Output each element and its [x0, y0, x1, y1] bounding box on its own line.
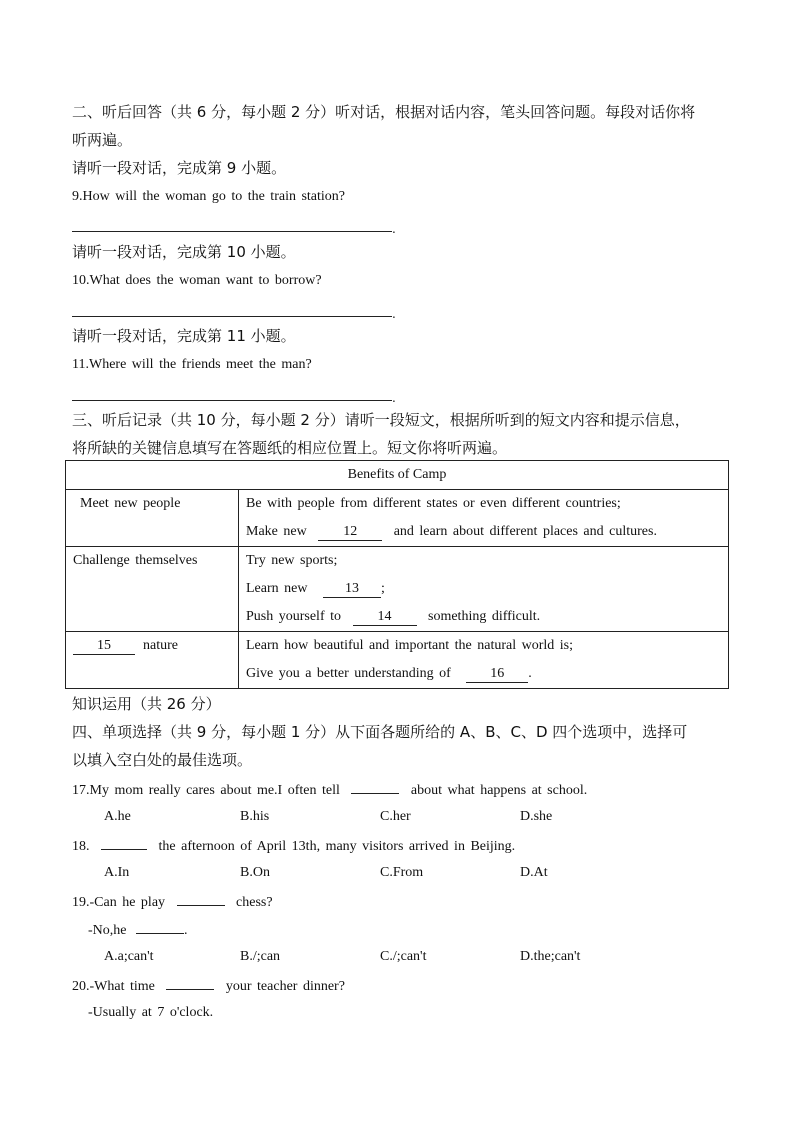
- q19-pre: 19.-Can he play: [72, 895, 166, 910]
- q11-answer-line[interactable]: [72, 400, 392, 401]
- row2-line2-pre: Learn new: [246, 581, 308, 596]
- section2-heading-line2: 听两遍。: [72, 131, 133, 149]
- row2-line1: Try new sports;: [246, 553, 338, 568]
- q17-options: [104, 807, 564, 827]
- q18-option-b[interactable]: B.On: [240, 865, 270, 880]
- row3-line2-pre: Give you a better understanding of: [246, 666, 451, 681]
- q19-blank[interactable]: [177, 891, 225, 906]
- row3-content-cell: [239, 632, 729, 689]
- section4-heading-line2: 以填入空白处的最佳选项。: [72, 751, 253, 769]
- row1-line2-post: and learn about different places and cultures.: [393, 524, 657, 539]
- blank-16[interactable]: 16: [466, 666, 528, 683]
- row2-line2-post: ;: [380, 581, 385, 596]
- q18-option-d[interactable]: D.At: [520, 865, 548, 880]
- q18-blank[interactable]: [101, 835, 147, 850]
- row3-line2: [246, 660, 728, 688]
- knowledge-heading: 知识运用（共 26 分）: [72, 695, 221, 713]
- q18-option-a[interactable]: A.In: [104, 865, 130, 880]
- row1-line2: [246, 518, 728, 546]
- q9-intro: 请听一段对话，完成第 9 小题。: [72, 159, 287, 177]
- q20-post: your teacher dinner?: [225, 979, 345, 994]
- q9-end-mark: .: [392, 222, 396, 236]
- q17-blank[interactable]: [351, 779, 399, 794]
- q10-end-mark: .: [392, 307, 396, 321]
- row3-label-line: [73, 632, 238, 660]
- q18-options: [104, 863, 564, 883]
- row2-line3-post: something difficult.: [428, 609, 541, 624]
- q18-question: [72, 835, 515, 857]
- section3-heading-line2: 将所缺的关键信息填写在答题纸的相应位置上。短文你将听两遍。: [72, 439, 508, 457]
- table-caption-cell: [66, 461, 729, 490]
- q19-reply: [88, 919, 188, 941]
- q19-option-c[interactable]: C./;can't: [380, 949, 427, 964]
- blank-12[interactable]: 12: [318, 524, 382, 541]
- blank-13[interactable]: 13: [323, 581, 381, 598]
- q11-end-mark: .: [392, 391, 396, 405]
- q10-answer-line[interactable]: [72, 316, 392, 317]
- row3-line1: Learn how beautiful and important the natural world is;: [246, 638, 574, 653]
- row2-line2: [246, 575, 728, 603]
- camp-benefits-table: [65, 460, 729, 689]
- q20-blank[interactable]: [166, 975, 214, 990]
- q18-option-c[interactable]: C.From: [380, 865, 424, 880]
- section4-heading-line1: 四、单项选择（共 9 分，每小题 1 分）从下面各题所给的 A、B、C、D 四个选项中，选择可: [72, 723, 688, 741]
- q11-question: 11.Where will the friends meet the man?: [72, 357, 312, 372]
- q10-intro: 请听一段对话，完成第 10 小题。: [72, 243, 296, 261]
- q9-answer-line[interactable]: [72, 231, 392, 232]
- table-caption: Benefits of Camp: [347, 467, 447, 482]
- q18-post: the afternoon of April 13th, many visitors arrived in Beijing.: [158, 839, 516, 854]
- section3-heading-line1: 三、听后记录（共 10 分，每小题 2 分）请听一段短文，根据所听到的短文内容和提示信息，: [72, 411, 690, 429]
- row2-content-cell: [239, 547, 729, 632]
- row1-line2-pre: Make new: [246, 524, 307, 539]
- q10-question: 10.What does the woman want to borrow?: [72, 273, 322, 288]
- q17-option-c[interactable]: C.her: [380, 809, 411, 824]
- q19-question: [72, 891, 273, 913]
- row3-label: nature: [143, 638, 178, 653]
- row1-content-cell: [239, 490, 729, 547]
- row2-line3: [246, 603, 728, 631]
- q19-reply-post: .: [184, 923, 188, 938]
- q17-option-a[interactable]: A.he: [104, 809, 131, 824]
- row2-line3-pre: Push yourself to: [246, 609, 341, 624]
- q19-options: [104, 947, 584, 967]
- section2-heading-line1: 二、听后回答（共 6 分，每小题 2 分）听对话，根据对话内容，笔头回答问题。每段对话你将: [72, 103, 696, 121]
- q17-question: [72, 779, 587, 801]
- q18-pre: 18.: [72, 839, 90, 854]
- blank-14[interactable]: 14: [353, 609, 417, 626]
- q17-option-b[interactable]: B.his: [240, 809, 270, 824]
- q20-question: [72, 975, 345, 997]
- row1-line1: Be with people from different states or even different countries;: [246, 496, 621, 511]
- row2-label-cell: [66, 547, 239, 632]
- q20-pre: 20.-What time: [72, 979, 155, 994]
- q19-option-a[interactable]: A.a;can't: [104, 949, 154, 964]
- q17-pre: 17.My mom really cares about me.I often tell: [72, 783, 340, 798]
- row1-label: Meet new people: [80, 496, 181, 511]
- q11-intro: 请听一段对话，完成第 11 小题。: [72, 327, 296, 345]
- q17-option-d[interactable]: D.she: [520, 809, 553, 824]
- q19-post: chess?: [236, 895, 273, 910]
- blank-15[interactable]: 15: [73, 638, 135, 655]
- q19-reply-blank[interactable]: [136, 919, 184, 934]
- row1-label-cell: [66, 490, 239, 547]
- row3-line2-post: .: [528, 666, 532, 681]
- q19-reply-pre: -No,he: [88, 923, 127, 938]
- row3-label-cell: [66, 632, 239, 689]
- q9-question: 9.How will the woman go to the train station?: [72, 189, 346, 204]
- q19-option-d[interactable]: D.the;can't: [520, 949, 581, 964]
- q20-reply: -Usually at 7 o'clock.: [88, 1005, 214, 1020]
- q19-option-b[interactable]: B./;can: [240, 949, 281, 964]
- row2-label: Challenge themselves: [73, 553, 198, 568]
- q17-post: about what happens at school.: [410, 783, 588, 798]
